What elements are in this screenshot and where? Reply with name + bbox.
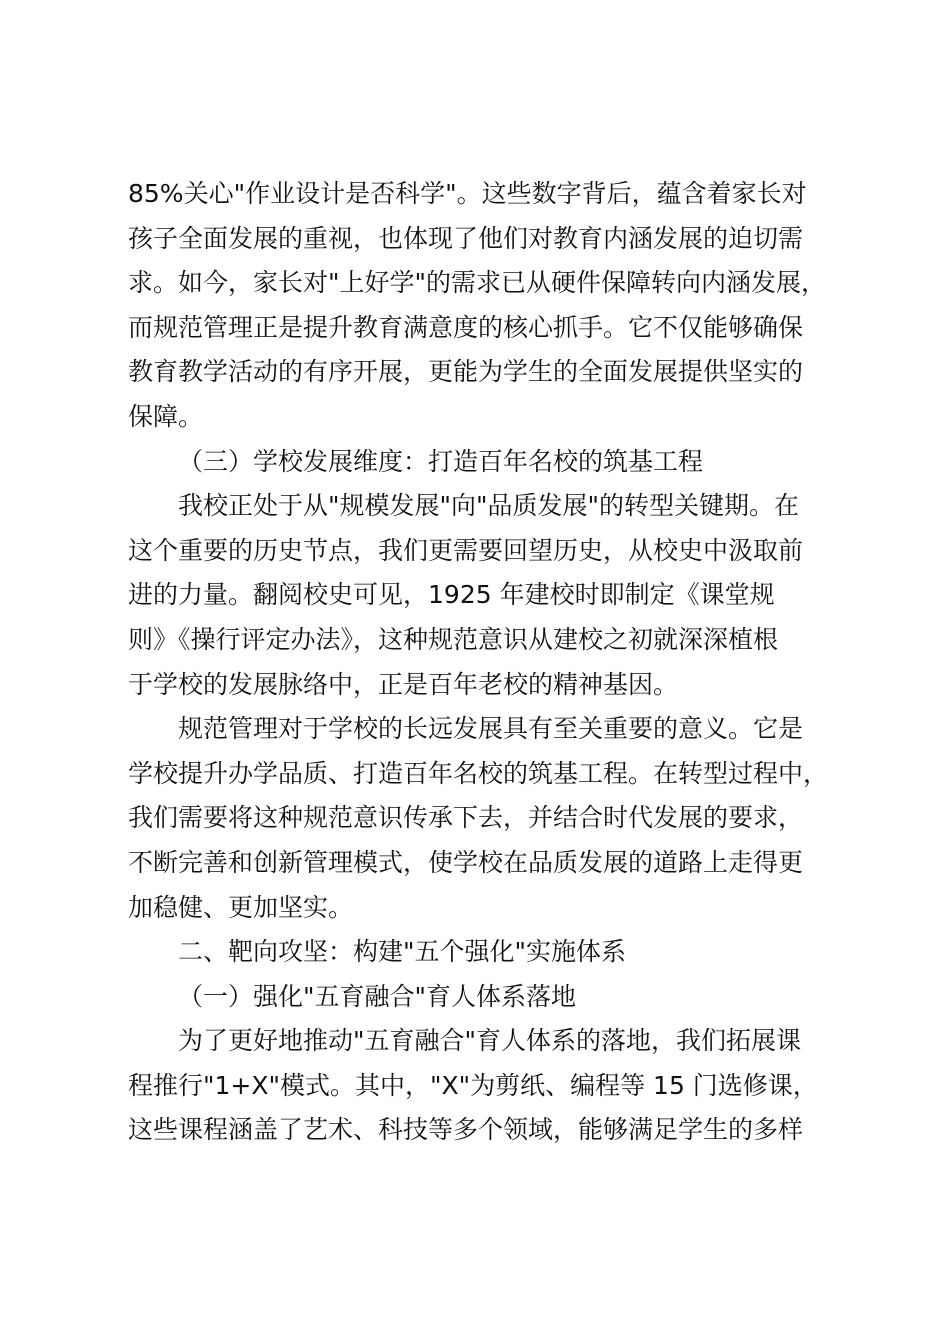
text-line: 进的力量。翻阅校史可见，1925 年建校时即制定《课堂规 (128, 580, 775, 610)
text-line: 这些课程涵盖了艺术、科技等多个领域，能够满足学生的多样 (128, 1115, 804, 1145)
text-line: 我们需要将这种规范意识传承下去，并结合时代发展的要求， (128, 803, 804, 833)
text-line: 规范管理对于学校的长远发展具有至关重要的意义。它是 (178, 714, 804, 744)
section-heading: （三）学校发展维度：打造百年名校的筑基工程 (178, 446, 704, 476)
text-line: 学校提升办学品质、打造百年名校的筑基工程。在转型过程中， (128, 758, 829, 788)
text-line: 加稳健、更加坚实。 (128, 892, 354, 922)
section-heading: （一）强化"五育融合"育人体系落地 (178, 981, 576, 1011)
text-line: 85%关心"作业设计是否科学"。这些数字背后，蕴含着家长对 (128, 179, 807, 208)
text-line: 为了更好地推动"五育融合"育人体系的落地，我们拓展课 (178, 1026, 802, 1056)
text-line: 我校正处于从"规模发展"向"品质发展"的转型关键期。在 (178, 491, 799, 521)
text-line: 教育教学活动的有序开展，更能为学生的全面发展提供坚实的 (128, 357, 804, 387)
chapter-heading: 二、靶向攻坚：构建"五个强化"实施体系 (178, 937, 626, 967)
text-line: 求。如今，家长对"上好学"的需求已从硬件保障转向内涵发展， (128, 268, 827, 298)
document-body (128, 172, 834, 1153)
text-line: 而规范管理正是提升教育满意度的核心抓手。它不仅能够确保 (128, 312, 804, 342)
text-line: 这个重要的历史节点，我们更需要回望历史，从校史中汲取前 (128, 535, 804, 565)
text-line: 程推行"1+X"模式。其中，"X"为剪纸、编程等 15 门选修课， (128, 1070, 818, 1100)
text-line: 不断完善和创新管理模式，使学校在品质发展的道路上走得更 (128, 847, 804, 877)
text-line: 于学校的发展脉络中，正是百年老校的精神基因。 (128, 669, 679, 699)
text-line: 则》《操行评定办法》，这种规范意识从建校之初就深深植根 (128, 624, 779, 654)
text-line: 保障。 (128, 401, 204, 431)
text-line: 孩子全面发展的重视，也体现了他们对教育内涵发展的迫切需 (128, 223, 804, 253)
